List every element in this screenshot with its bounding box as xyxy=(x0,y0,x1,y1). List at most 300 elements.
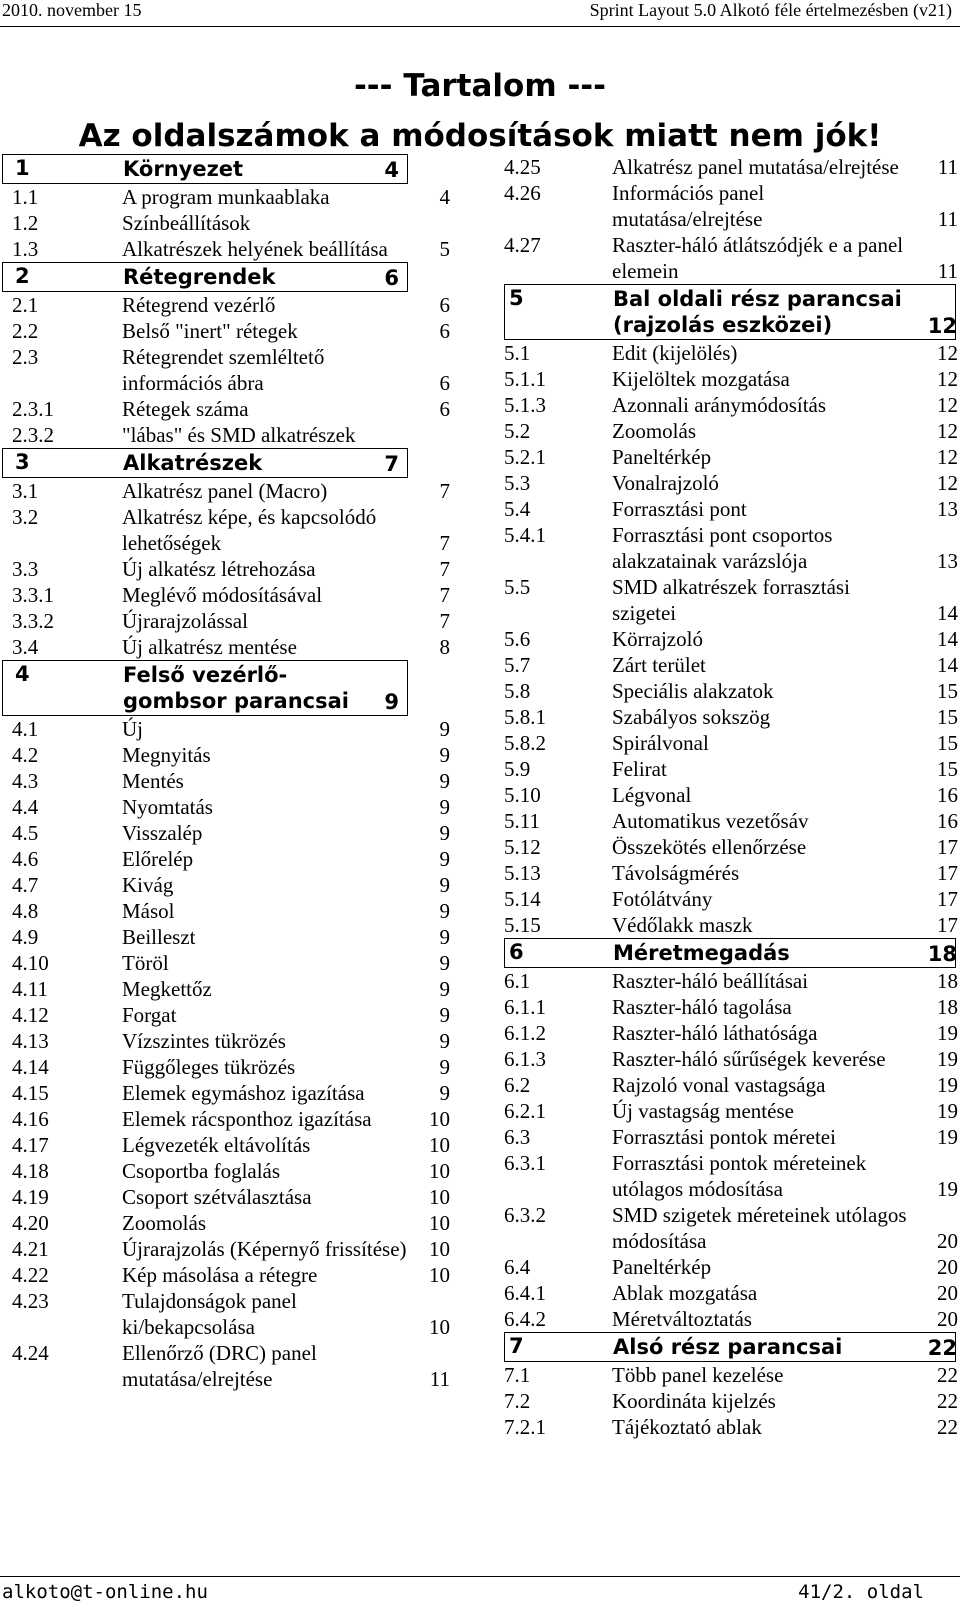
notice-text: Az oldalszámok a módosítások miatt nem jók! xyxy=(78,118,882,154)
toc-entry-text: Forrasztási pont xyxy=(612,497,747,521)
toc-entry-page: 12 xyxy=(937,419,958,443)
toc-entry-number: 5.11 xyxy=(504,809,540,833)
toc-entry-number: 5.8.2 xyxy=(504,731,546,755)
toc-entry[interactable] xyxy=(2,582,458,608)
toc-entry-text: Zoomolás xyxy=(122,1211,206,1235)
toc-entry-text: Előrelép xyxy=(122,847,194,871)
toc-entry-text: Környezet xyxy=(123,157,244,181)
toc-entry[interactable] xyxy=(2,976,458,1002)
toc-entry-text: Alkatrészek helyének beállítása xyxy=(122,237,388,261)
toc-entry-number: 4.1 xyxy=(12,717,39,741)
toc-entry[interactable] xyxy=(2,1262,458,1288)
toc-entry-number: 4.4 xyxy=(12,795,39,819)
toc-entry-text: Paneltérkép xyxy=(612,445,712,469)
toc-entry-page: 9 xyxy=(439,873,450,897)
toc-entry-number: 6.4 xyxy=(504,1255,531,1279)
toc-entry-text: Összekötés ellenőrzése xyxy=(612,835,807,859)
toc-entry-number: 3 xyxy=(15,450,30,474)
toc-entry[interactable] xyxy=(2,236,458,262)
toc-entry-page: 9 xyxy=(439,1003,450,1027)
toc-entry-text: Körrajzoló xyxy=(612,627,703,651)
toc-entry-text: Raszter-háló sűrűségek keverése xyxy=(612,1047,886,1071)
toc-entry-text: Új alkatrész mentése xyxy=(122,635,297,659)
toc-entry-page: 7 xyxy=(439,609,450,633)
toc-entry[interactable] xyxy=(2,1236,458,1262)
toc-entry-number: 2 xyxy=(15,264,30,288)
toc-entry-text: Zoomolás xyxy=(612,419,696,443)
toc-entry-number: 6.1.3 xyxy=(504,1047,546,1071)
toc-entry-page: 9 xyxy=(439,847,450,871)
toc-entry-text: Felső vezérlő-gombsor parancsai xyxy=(123,663,349,713)
toc-entry-page: 9 xyxy=(384,690,399,714)
toc-entry-text: Edit (kijelölés) xyxy=(612,341,738,365)
toc-entry[interactable] xyxy=(504,704,956,730)
toc-entry-number: 5 xyxy=(509,286,524,310)
toc-entry-text: Zárt terület xyxy=(612,653,706,677)
toc-entry-page: 17 xyxy=(937,887,958,911)
toc-entry-number: 4.6 xyxy=(12,847,39,871)
footer-page: 41/2. oldal xyxy=(798,1581,924,1603)
toc-entry[interactable] xyxy=(2,344,458,396)
toc-entry-number: 4.20 xyxy=(12,1211,49,1235)
toc-entry[interactable] xyxy=(504,834,956,860)
toc-entry[interactable] xyxy=(504,392,956,418)
toc-entry-number: 6.4.2 xyxy=(504,1307,546,1331)
toc-entry-page: 18 xyxy=(937,995,958,1019)
toc-entry[interactable] xyxy=(2,292,458,318)
toc-entry-number: 7.1 xyxy=(504,1363,531,1387)
toc-entry[interactable] xyxy=(2,318,458,344)
toc-entry[interactable] xyxy=(2,1288,458,1340)
toc-entry-page: 7 xyxy=(439,479,450,503)
toc-entry-number: 4.12 xyxy=(12,1003,49,1027)
toc-title: --- Tartalom --- xyxy=(353,68,607,104)
toc-entry-number: 6.1.1 xyxy=(504,995,546,1019)
toc-entry-number: 4.26 xyxy=(504,181,541,205)
toc-entry-page: 10 xyxy=(429,1263,450,1287)
toc-entry-page: 9 xyxy=(439,1081,450,1105)
toc-entry-text: Vonalrajzoló xyxy=(612,471,719,495)
toc-entry[interactable] xyxy=(2,1132,458,1158)
toc-entry-number: 3.1 xyxy=(12,479,39,503)
toc-entry-text: Kijelöltek mozgatása xyxy=(612,367,790,391)
toc-entry-text: SMD szigetek méreteinek utólagos módosítása xyxy=(612,1203,907,1253)
toc-entry-text: Raszter-háló átlátszódjék e a panel elemein xyxy=(612,233,904,283)
toc-entry[interactable] xyxy=(504,1046,956,1072)
toc-entry[interactable] xyxy=(504,1254,956,1280)
toc-entry-page: 15 xyxy=(937,757,958,781)
toc-entry[interactable] xyxy=(504,232,956,284)
toc-entry-number: 4.16 xyxy=(12,1107,49,1131)
toc-entry-text: Bal oldali rész parancsai (rajzolás eszközei) xyxy=(613,287,902,337)
toc-entry-text: Légvonal xyxy=(612,783,692,807)
toc-entry-number: 4 xyxy=(15,662,30,686)
toc-entry-number: 3.4 xyxy=(12,635,39,659)
toc-entry-text: Méretmegadás xyxy=(613,941,790,965)
toc-entry-number: 5.10 xyxy=(504,783,541,807)
toc-entry-text: "lábas" és SMD alkatrészek xyxy=(122,423,356,447)
toc-entry-number: 4.22 xyxy=(12,1263,49,1287)
toc-entry-number: 1 xyxy=(15,156,30,180)
toc-entry-text: Nyomtatás xyxy=(122,795,213,819)
toc-entry-page: 20 xyxy=(937,1281,958,1305)
toc-entry-page: 9 xyxy=(439,795,450,819)
toc-entry-number: 4.2 xyxy=(12,743,39,767)
toc-entry-page: 16 xyxy=(937,783,958,807)
toc-entry-text: Csoport szétválasztása xyxy=(122,1185,312,1209)
toc-entry-text: Azonnali aránymódosítás xyxy=(612,393,827,417)
toc-entry[interactable] xyxy=(2,396,458,422)
toc-entry-number: 4.3 xyxy=(12,769,39,793)
toc-entry[interactable] xyxy=(2,478,458,504)
toc-entry-page: 7 xyxy=(439,531,450,555)
toc-entry[interactable] xyxy=(2,820,458,846)
toc-entry-number: 4.13 xyxy=(12,1029,49,1053)
toc-entry[interactable] xyxy=(2,846,458,872)
toc-entry-number: 5.4 xyxy=(504,497,531,521)
toc-entry[interactable] xyxy=(504,968,956,994)
toc-entry-page: 6 xyxy=(439,371,450,395)
toc-entry[interactable] xyxy=(2,184,458,210)
toc-entry[interactable] xyxy=(2,898,458,924)
toc-entry-text: Forrasztási pontok méretei xyxy=(612,1125,836,1149)
toc-entry-page: 13 xyxy=(937,549,958,573)
toc-entry-page: 10 xyxy=(429,1107,450,1131)
header-title: Sprint Layout 5.0 Alkotó féle értelmezésben (v21) xyxy=(589,0,952,20)
toc-entry-number: 5.1 xyxy=(504,341,531,365)
toc-entry-page: 6 xyxy=(439,293,450,317)
toc-entry[interactable] xyxy=(2,716,458,742)
toc-entry-page: 19 xyxy=(937,1047,958,1071)
toc-entry-page: 10 xyxy=(429,1315,450,1339)
toc-entry-number: 5.7 xyxy=(504,653,531,677)
toc-heading[interactable] xyxy=(2,448,408,478)
toc-entry-number: 5.13 xyxy=(504,861,541,885)
toc-entry-page: 20 xyxy=(937,1229,958,1253)
toc-entry[interactable] xyxy=(504,1150,956,1202)
toc-entry[interactable] xyxy=(504,912,956,938)
toc-entry-page: 11 xyxy=(937,259,958,283)
toc-entry-number: 2.3.1 xyxy=(12,397,54,421)
toc-entry-number: 4.5 xyxy=(12,821,39,845)
toc-entry-page: 14 xyxy=(937,653,958,677)
toc-entry-number: 4.11 xyxy=(12,977,48,1001)
toc-entry-text: Tájékoztató ablak xyxy=(612,1415,762,1439)
toc-entry-text: Spirálvonal xyxy=(612,731,709,755)
toc-entry-text: Alkatrész panel mutatása/elrejtése xyxy=(612,155,899,179)
toc-entry[interactable] xyxy=(504,652,956,678)
toc-entry-text: Automatikus vezetősáv xyxy=(612,809,809,833)
toc-entry-text: SMD alkatrészek forrasztási szigetei xyxy=(612,575,850,625)
toc-entry[interactable] xyxy=(504,626,956,652)
toc-entry-text: Rajzoló vonal vastagsága xyxy=(612,1073,826,1097)
toc-entry[interactable] xyxy=(2,1080,458,1106)
toc-entry-text: Másol xyxy=(122,899,175,923)
toc-heading[interactable] xyxy=(504,284,956,340)
toc-entry-text: Rétegek száma xyxy=(122,397,249,421)
toc-entry-page: 22 xyxy=(937,1363,958,1387)
toc-entry-number: 6 xyxy=(509,940,524,964)
toc-entry[interactable] xyxy=(2,634,458,660)
toc-entry-text: A program munkaablaka xyxy=(122,185,330,209)
toc-entry[interactable] xyxy=(504,366,956,392)
toc-entry-number: 1.2 xyxy=(12,211,39,235)
toc-entry-text: Információs panel mutatása/elrejtése xyxy=(612,181,765,231)
toc-entry-page: 10 xyxy=(429,1185,450,1209)
toc-entry-page: 5 xyxy=(439,237,450,261)
toc-entry[interactable] xyxy=(504,1388,956,1414)
toc-entry[interactable] xyxy=(504,808,956,834)
toc-entry-text: Méretváltoztatás xyxy=(612,1307,752,1331)
toc-entry-text: Rétegrend vezérlő xyxy=(122,293,276,317)
toc-entry-number: 5.1.1 xyxy=(504,367,546,391)
toc-entry[interactable] xyxy=(504,782,956,808)
toc-entry[interactable] xyxy=(504,860,956,886)
toc-entry-number: 4.14 xyxy=(12,1055,49,1079)
toc-entry-text: Meglévő módosításával xyxy=(122,583,323,607)
toc-entry[interactable] xyxy=(504,1414,956,1440)
toc-entry[interactable] xyxy=(2,1340,458,1392)
toc-entry[interactable] xyxy=(2,1106,458,1132)
toc-entry-text: Újrarajzolás (Képernyő frissítése) xyxy=(122,1237,407,1261)
toc-entry-text: Új vastagság mentése xyxy=(612,1099,794,1123)
toc-entry[interactable] xyxy=(504,1098,956,1124)
toc-entry[interactable] xyxy=(504,678,956,704)
toc-entry-page: 20 xyxy=(937,1255,958,1279)
toc-entry-page: 12 xyxy=(937,393,958,417)
toc-entry-page: 17 xyxy=(937,913,958,937)
toc-entry[interactable] xyxy=(2,504,458,556)
toc-entry-text: Forrasztási pont csoportos alakzatainak varázslója xyxy=(612,523,833,573)
toc-entry[interactable] xyxy=(504,180,956,232)
toc-entry-text: Újrarajzolással xyxy=(122,609,248,633)
toc-entry-page: 19 xyxy=(937,1177,958,1201)
toc-entry[interactable] xyxy=(2,1028,458,1054)
toc-entry-number: 5.3 xyxy=(504,471,531,495)
toc-entry-number: 6.2.1 xyxy=(504,1099,546,1123)
toc-entry-number: 2.3 xyxy=(12,345,39,369)
toc-entry-number: 5.9 xyxy=(504,757,531,781)
toc-entry[interactable] xyxy=(2,924,458,950)
toc-entry-text: Koordináta kijelzés xyxy=(612,1389,776,1413)
toc-entry[interactable] xyxy=(504,1020,956,1046)
toc-entry-page: 4 xyxy=(384,158,399,182)
toc-entry[interactable] xyxy=(504,1072,956,1098)
toc-entry-number: 2.1 xyxy=(12,293,39,317)
toc-entry-text: Felirat xyxy=(612,757,667,781)
toc-entry-page: 9 xyxy=(439,899,450,923)
toc-entry-page: 17 xyxy=(937,835,958,859)
toc-entry[interactable] xyxy=(2,1158,458,1184)
toc-entry-text: Új alkatész létrehozása xyxy=(122,557,316,581)
footer-rule xyxy=(0,1576,960,1577)
toc-entry-text: Belső "inert" rétegek xyxy=(122,319,298,343)
toc-entry-page: 20 xyxy=(937,1307,958,1331)
toc-entry-number: 5.1.3 xyxy=(504,393,546,417)
toc-entry[interactable] xyxy=(2,1002,458,1028)
toc-entry[interactable] xyxy=(504,522,956,574)
toc-entry[interactable] xyxy=(2,210,458,236)
toc-entry-text: Alkatrész panel (Macro) xyxy=(122,479,328,503)
toc-entry[interactable] xyxy=(504,730,956,756)
toc-entry-text: Megnyitás xyxy=(122,743,211,767)
toc-entry-page: 6 xyxy=(439,397,450,421)
toc-entry-number: 5.6 xyxy=(504,627,531,651)
toc-entry-page: 9 xyxy=(439,925,450,949)
toc-entry[interactable] xyxy=(504,994,956,1020)
toc-entry-number: 6.1.2 xyxy=(504,1021,546,1045)
toc-heading[interactable] xyxy=(2,660,408,716)
toc-entry-number: 6.3 xyxy=(504,1125,531,1149)
toc-entry-page: 11 xyxy=(937,155,958,179)
toc-entry-number: 4.18 xyxy=(12,1159,49,1183)
toc-entry[interactable] xyxy=(504,340,956,366)
toc-entry[interactable] xyxy=(2,950,458,976)
toc-entry-page: 12 xyxy=(937,341,958,365)
toc-entry[interactable] xyxy=(2,1184,458,1210)
toc-entry[interactable] xyxy=(2,794,458,820)
toc-entry-number: 5.5 xyxy=(504,575,531,599)
toc-heading[interactable] xyxy=(504,938,956,968)
toc-entry-page: 15 xyxy=(937,731,958,755)
toc-entry-number: 3.3 xyxy=(12,557,39,581)
toc-entry[interactable] xyxy=(504,1280,956,1306)
toc-entry-text: Rétegrendet szemléltető információs ábra xyxy=(122,345,325,395)
toc-entry-number: 4.21 xyxy=(12,1237,49,1261)
toc-entry[interactable] xyxy=(2,1210,458,1236)
toc-entry-text: Kép másolása a rétegre xyxy=(122,1263,318,1287)
toc-entry-page: 15 xyxy=(937,705,958,729)
toc-entry-number: 5.15 xyxy=(504,913,541,937)
toc-entry-text: Kivág xyxy=(122,873,174,897)
toc-entry-page: 4 xyxy=(439,185,450,209)
toc-left-column xyxy=(2,154,458,1392)
toc-entry[interactable] xyxy=(2,1054,458,1080)
toc-entry-number: 5.8.1 xyxy=(504,705,546,729)
toc-entry[interactable] xyxy=(504,1124,956,1150)
toc-entry-text: Ellenőrző (DRC) panel mutatása/elrejtése xyxy=(122,1341,317,1391)
toc-entry-page: 12 xyxy=(937,367,958,391)
toc-entry-number: 2.2 xyxy=(12,319,39,343)
toc-entry-page: 12 xyxy=(927,314,957,338)
toc-entry-text: Paneltérkép xyxy=(612,1255,712,1279)
toc-entry-page: 6 xyxy=(439,319,450,343)
toc-entry-page: 14 xyxy=(937,627,958,651)
toc-entry-number: 6.1 xyxy=(504,969,531,993)
toc-entry-number: 4.19 xyxy=(12,1185,49,1209)
toc-entry-number: 5.8 xyxy=(504,679,531,703)
toc-entry-number: 5.14 xyxy=(504,887,541,911)
toc-entry-page: 9 xyxy=(439,1029,450,1053)
toc-entry[interactable] xyxy=(504,1306,956,1332)
toc-entry-text: Alkatrészek xyxy=(123,451,263,475)
toc-entry-page: 9 xyxy=(439,821,450,845)
toc-entry[interactable] xyxy=(2,556,458,582)
toc-entry[interactable] xyxy=(504,154,956,180)
toc-entry[interactable] xyxy=(2,872,458,898)
toc-entry[interactable] xyxy=(2,742,458,768)
toc-entry-page: 9 xyxy=(439,1055,450,1079)
toc-entry[interactable] xyxy=(2,768,458,794)
toc-entry-text: Speciális alakzatok xyxy=(612,679,774,703)
toc-entry-text: Alkatrész képe, és kapcsolódó lehetőségek xyxy=(122,505,377,555)
toc-entry-page: 7 xyxy=(439,557,450,581)
toc-entry-number: 3.3.1 xyxy=(12,583,54,607)
toc-entry-number: 4.24 xyxy=(12,1341,49,1365)
toc-entry-number: 4.17 xyxy=(12,1133,49,1157)
toc-entry-page: 22 xyxy=(927,1336,957,1360)
toc-entry-page: 19 xyxy=(937,1021,958,1045)
toc-entry[interactable] xyxy=(2,608,458,634)
toc-entry[interactable] xyxy=(504,1202,956,1254)
toc-entry[interactable] xyxy=(504,1362,956,1388)
toc-entry-page: 11 xyxy=(429,1367,450,1391)
toc-entry[interactable] xyxy=(504,418,956,444)
toc-entry-number: 7.2 xyxy=(504,1389,531,1413)
toc-entry-number: 4.23 xyxy=(12,1289,49,1313)
toc-entry-number: 6.3.2 xyxy=(504,1203,546,1227)
toc-entry[interactable] xyxy=(504,574,956,626)
toc-entry-text: Elemek rácsponthoz igazítása xyxy=(122,1107,372,1131)
toc-entry-page: 13 xyxy=(937,497,958,521)
toc-entry-page: 9 xyxy=(439,769,450,793)
toc-entry-text: Raszter-háló láthatósága xyxy=(612,1021,818,1045)
toc-entry-number: 4.9 xyxy=(12,925,39,949)
toc-entry-number: 1.1 xyxy=(12,185,39,209)
toc-entry-text: Függőleges tükrözés xyxy=(122,1055,296,1079)
toc-entry-text: Távolságmérés xyxy=(612,861,740,885)
toc-entry-text: Fotólátvány xyxy=(612,887,713,911)
toc-heading[interactable] xyxy=(2,262,408,292)
toc-entry-text: Szabályos sokszög xyxy=(612,705,771,729)
toc-entry[interactable] xyxy=(504,444,956,470)
toc-entry-number: 4.27 xyxy=(504,233,541,257)
toc-entry[interactable] xyxy=(504,886,956,912)
toc-entry-page: 7 xyxy=(384,452,399,476)
toc-entry-page: 10 xyxy=(429,1133,450,1157)
toc-entry-page: 12 xyxy=(937,445,958,469)
toc-entry-page: 10 xyxy=(429,1211,450,1235)
toc-entry-number: 1.3 xyxy=(12,237,39,261)
toc-entry[interactable] xyxy=(504,756,956,782)
toc-heading[interactable] xyxy=(504,1332,956,1362)
toc-entry-number: 5.4.1 xyxy=(504,523,546,547)
toc-entry-number: 5.12 xyxy=(504,835,541,859)
toc-entry-text: Megkettőz xyxy=(122,977,212,1001)
toc-entry[interactable] xyxy=(504,470,956,496)
toc-entry-page: 19 xyxy=(937,1125,958,1149)
toc-entry-text: Színbeállítások xyxy=(122,211,251,235)
toc-entry-number: 6.4.1 xyxy=(504,1281,546,1305)
toc-entry-text: Raszter-háló tagolása xyxy=(612,995,792,1019)
toc-entry[interactable] xyxy=(2,422,458,448)
toc-entry-number: 4.15 xyxy=(12,1081,49,1105)
toc-entry-page: 19 xyxy=(937,1099,958,1123)
toc-entry-text: Légvezeték eltávolítás xyxy=(122,1133,311,1157)
toc-entry-number: 4.8 xyxy=(12,899,39,923)
toc-entry-number: 4.7 xyxy=(12,873,39,897)
toc-entry[interactable] xyxy=(504,496,956,522)
toc-entry-page: 16 xyxy=(937,809,958,833)
toc-heading[interactable] xyxy=(2,154,408,184)
toc-entry-page: 10 xyxy=(429,1159,450,1183)
toc-entry-text: Alsó rész parancsai xyxy=(613,1335,843,1359)
toc-entry-number: 6.2 xyxy=(504,1073,531,1097)
toc-entry-number: 5.2.1 xyxy=(504,445,546,469)
toc-entry-number: 7 xyxy=(509,1334,524,1358)
toc-entry-number: 2.3.2 xyxy=(12,423,54,447)
toc-entry-number: 3.3.2 xyxy=(12,609,54,633)
